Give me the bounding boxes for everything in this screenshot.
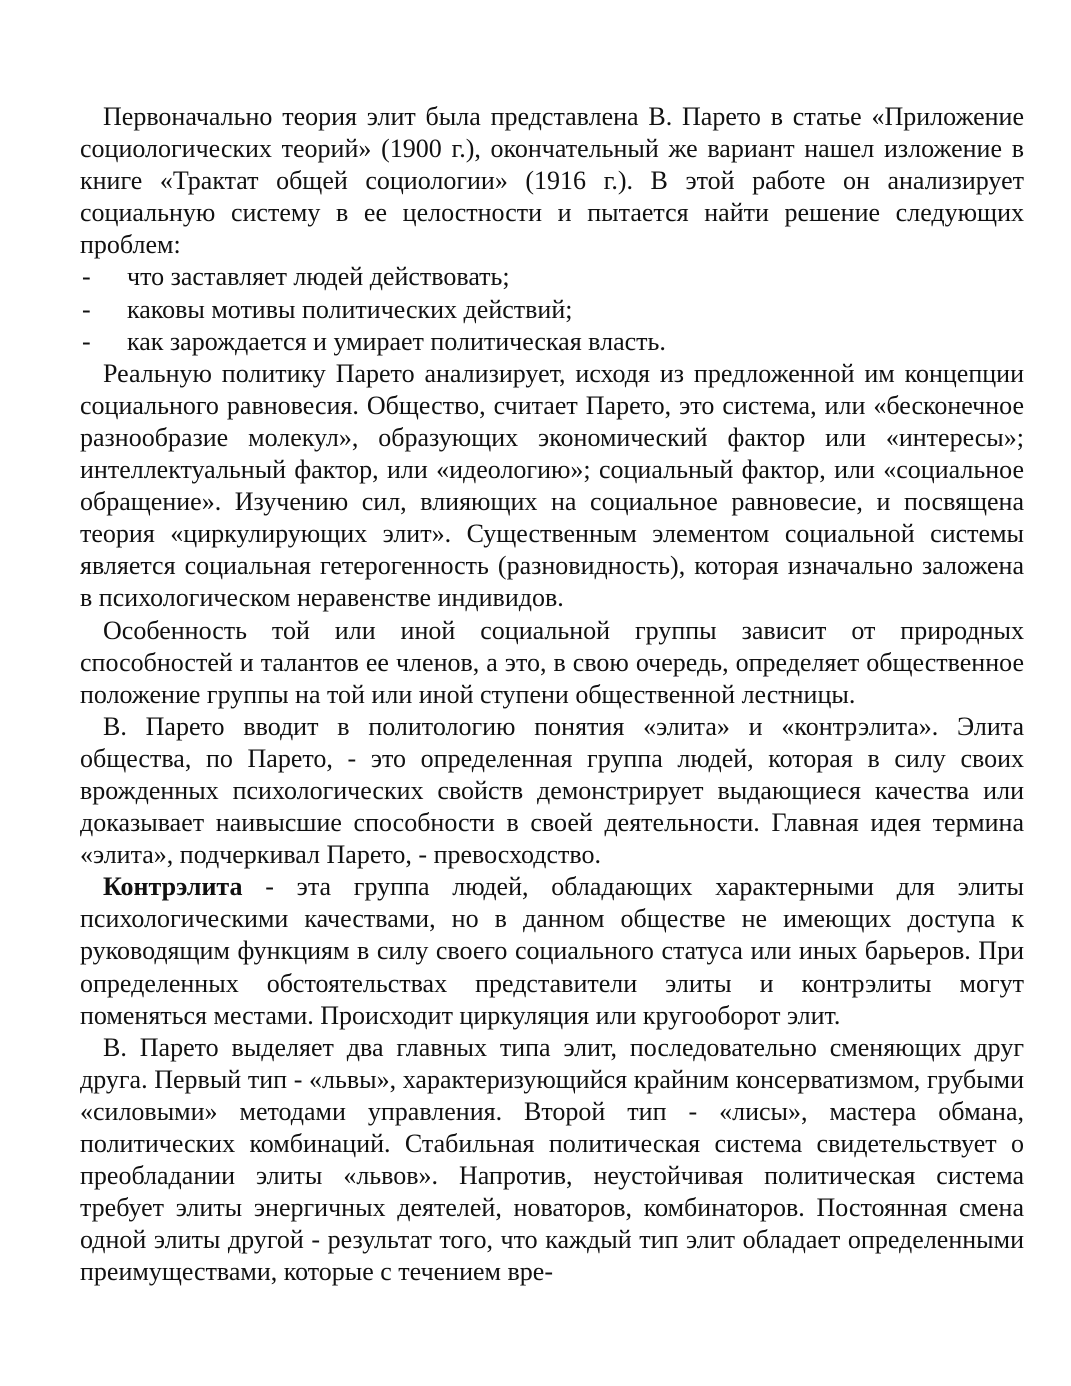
list-dash: - (82, 294, 91, 324)
counter-elite-definition: - эта группа людей, обладающих характерными для элиты психологическими качествами, но в данном обществе не имеющих доступа к руководящим функциям в силу своего социального статуса или иных барьеров. При определенных обстоятельствах представители элиты и контрэлиты могут поменяться местами. Происходит циркуляция или кругооборот элит. (80, 872, 1024, 1030)
list-item-text: как зарождается и умирает политическая власть. (127, 326, 666, 356)
list-dash: - (82, 262, 91, 292)
list-item-text: каковы мотивы политических действий; (127, 294, 573, 324)
paragraph-intro: Первоначально теория элит была представлена В. Парето в статье «Приложение социологических теорий» (1900 г.), окончательный же вариант нашел изложение в книге «Трактат общей социологии» (1916 г.). В этой работе он анализирует социальную систему в ее целостности и пытается найти решение следующих проблем: (80, 102, 1024, 260)
problems-list (80, 261, 1024, 357)
list-dash: - (82, 326, 91, 356)
term-counter-elite: Контрэлита (103, 872, 243, 902)
paragraph-elite-definition: В. Парето вводит в политологию понятия «элита» и «контрэлита». Элита общества, по Парето, - это определенная группа людей, которая в силу своих врожденных психологических свойств демонстрирует выдающиеся качества или доказывает наивысшие способности в своей деятельности. Главная идея термина «элита», подчеркивал Парето, - превосходство. (80, 711, 1024, 870)
list-item (80, 326, 1024, 358)
document-page (80, 101, 1024, 1288)
list-item-text: что заставляет людей действовать; (127, 262, 510, 292)
list-item (80, 294, 1024, 326)
paragraph-social-equilibrium: Реальную политику Парето анализирует, исходя из предложенной им концепции социального равновесия. Общество, считает Парето, это система, или «бесконечное разнообразие молекул», образующих экономический фактор или «интересы»; интеллектуальный фактор, или «идеологию»; социальный фактор, или «социальное обращение». Изучению сил, влияющих на социальное равновесие, и посвящена теория «циркулирующих элит». Существенным элементом социальной системы является социальная гетерогенность (разновидность), которая изначально заложена в психологическом неравенстве индивидов. (80, 358, 1024, 613)
list-item (80, 261, 1024, 293)
paragraph-elite-types: В. Парето выделяет два главных типа элит, последовательно сменяющих друг друга. Первый тип - «львы», характеризующийся крайним консерватизмом, грубыми «силовыми» методами управления. Второй тип - «лисы», мастера обмана, политических комбинаций. Стабильная политическая система свидетельствует о преобладании элиты «львов». Напротив, неустойчивая политическая система требует элиты энергичных деятелей, новаторов, комбинаторов. Постоянная смена одной элиты другой - результат того, что каждый тип элит обладает определенными преимуществами, которые с течением вре- (80, 1032, 1024, 1287)
paragraph-group-features: Особенность той или иной социальной группы зависит от природных способностей и талантов ее членов, а это, в свою очередь, определяет общественное положение группы на той или иной ступени общественной лестницы. (80, 615, 1024, 709)
paragraph-counter-elite (80, 871, 1024, 1031)
